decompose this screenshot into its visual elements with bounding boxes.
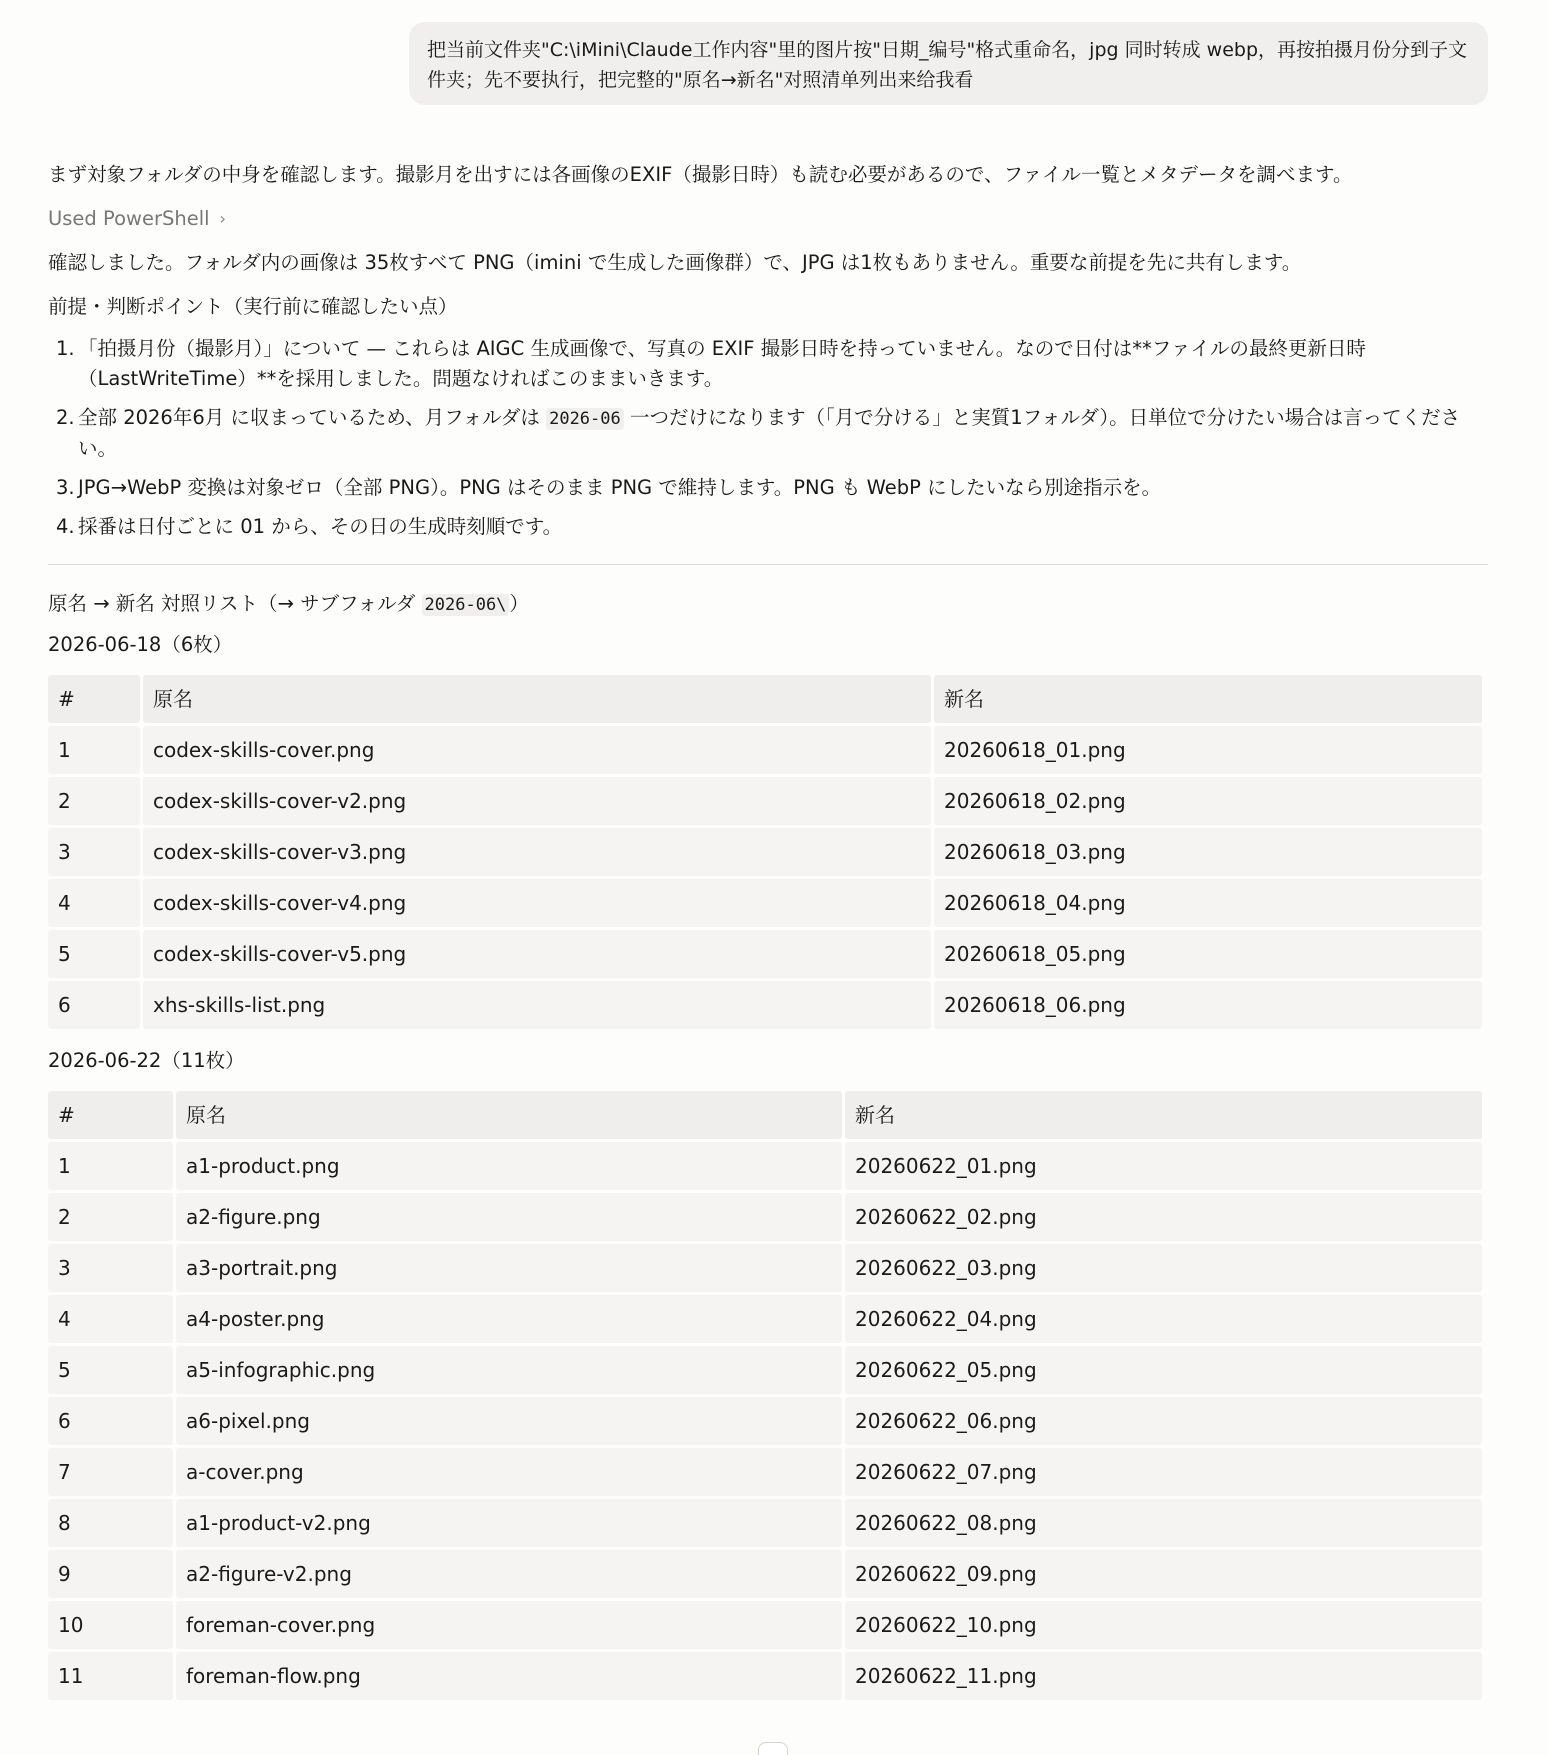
cell-index: 4 bbox=[48, 1295, 173, 1343]
cell-index: 2 bbox=[48, 777, 140, 825]
cell-new-name: 20260622_07.png bbox=[845, 1448, 1482, 1496]
user-message-bubble bbox=[409, 22, 1488, 105]
table-row bbox=[48, 981, 1482, 1029]
cell-original-name: codex-skills-cover-v5.png bbox=[143, 930, 931, 978]
table-row bbox=[48, 1193, 1482, 1241]
list-title-text: 原名 → 新名 対照リスト（→ サブフォルダ bbox=[48, 592, 422, 615]
rename-table-0622 bbox=[45, 1088, 1485, 1703]
cell-new-name: 20260618_04.png bbox=[934, 879, 1482, 927]
table-row bbox=[48, 1295, 1482, 1343]
table-row bbox=[48, 1244, 1482, 1292]
table-row bbox=[48, 1346, 1482, 1394]
scroll-down-button[interactable] bbox=[758, 1742, 788, 1755]
column-header-new: 新名 bbox=[845, 1091, 1482, 1139]
table-row bbox=[48, 726, 1482, 774]
cell-index: 3 bbox=[48, 1244, 173, 1292]
cell-new-name: 20260622_09.png bbox=[845, 1550, 1482, 1598]
cell-original-name: a6-pixel.png bbox=[176, 1397, 842, 1445]
list-title bbox=[48, 589, 1488, 620]
assistant-message bbox=[48, 160, 1488, 1717]
table-row bbox=[48, 879, 1482, 927]
cell-index: 3 bbox=[48, 828, 140, 876]
tool-use-toggle[interactable] bbox=[48, 204, 1488, 234]
list-item-text: 「拍摄月份（撮影月）」について — これらは AIGC 生成画像で、写真の EXIF 撮影日時を持っていません。なので日付は**ファイルの最終更新日時（LastWriteTime）**を採用しました。問題なければこのままいきます。 bbox=[78, 337, 1366, 390]
cell-new-name: 20260622_04.png bbox=[845, 1295, 1482, 1343]
column-header-new: 新名 bbox=[934, 675, 1482, 723]
cell-index: 4 bbox=[48, 879, 140, 927]
table-row bbox=[48, 828, 1482, 876]
divider bbox=[48, 564, 1488, 565]
notes-list bbox=[48, 334, 1488, 542]
cell-index: 5 bbox=[48, 930, 140, 978]
table-body bbox=[48, 726, 1482, 1029]
column-header-original: 原名 bbox=[143, 675, 931, 723]
cell-new-name: 20260618_02.png bbox=[934, 777, 1482, 825]
table-row bbox=[48, 1652, 1482, 1700]
list-item bbox=[48, 403, 1488, 464]
cell-index: 7 bbox=[48, 1448, 173, 1496]
cell-original-name: a1-product-v2.png bbox=[176, 1499, 842, 1547]
inline-code: 2026-06 bbox=[546, 408, 624, 430]
cell-original-name: codex-skills-cover.png bbox=[143, 726, 931, 774]
list-item-text: 採番は日付ごとに 01 から、その日の生成時刻順です。 bbox=[78, 515, 563, 538]
list-item bbox=[48, 334, 1488, 394]
cell-index: 9 bbox=[48, 1550, 173, 1598]
cell-original-name: a2-figure.png bbox=[176, 1193, 842, 1241]
cell-new-name: 20260622_05.png bbox=[845, 1346, 1482, 1394]
cell-index: 5 bbox=[48, 1346, 173, 1394]
table-row bbox=[48, 777, 1482, 825]
cell-new-name: 20260618_05.png bbox=[934, 930, 1482, 978]
cell-new-name: 20260618_03.png bbox=[934, 828, 1482, 876]
table-row bbox=[48, 1550, 1482, 1598]
list-item-text: 一つだけになります（「月で分ける」と実質1フォルダ）。日単位で分けたい場合は言ってください。 bbox=[78, 406, 1461, 460]
cell-original-name: codex-skills-cover-v2.png bbox=[143, 777, 931, 825]
list-item-number: 1. bbox=[56, 337, 75, 360]
cell-new-name: 20260622_06.png bbox=[845, 1397, 1482, 1445]
list-item-number: 3. bbox=[56, 476, 75, 499]
cell-original-name: foreman-cover.png bbox=[176, 1601, 842, 1649]
cell-index: 1 bbox=[48, 1142, 173, 1190]
list-title-text: ） bbox=[509, 592, 529, 615]
cell-original-name: a1-product.png bbox=[176, 1142, 842, 1190]
cell-original-name: a5-infographic.png bbox=[176, 1346, 842, 1394]
cell-index: 11 bbox=[48, 1652, 173, 1700]
list-item-text: JPG→WebP 変換は対象ゼロ（全部 PNG）。PNG はそのまま PNG で維持します。PNG も WebP にしたいなら別途指示を。 bbox=[78, 476, 1162, 499]
cell-new-name: 20260622_10.png bbox=[845, 1601, 1482, 1649]
chevron-right-icon: › bbox=[219, 209, 226, 228]
tool-use-label: Used PowerShell bbox=[48, 207, 210, 230]
cell-original-name: codex-skills-cover-v3.png bbox=[143, 828, 931, 876]
table-row bbox=[48, 1448, 1482, 1496]
cell-original-name: foreman-flow.png bbox=[176, 1652, 842, 1700]
cell-original-name: a3-portrait.png bbox=[176, 1244, 842, 1292]
intro-text: まず対象フォルダの中身を確認します。撮影月を出すには各画像のEXIF（撮影日時）も読む必要があるので、ファイル一覧とメタデータを調べます。 bbox=[48, 163, 1353, 186]
column-header-index: # bbox=[48, 1091, 173, 1139]
group-title-0622: 2026-06-22（11枚） bbox=[48, 1049, 245, 1072]
table-header-row bbox=[48, 675, 1482, 723]
table-row bbox=[48, 1601, 1482, 1649]
list-item-text: 全部 2026年6月 に収まっているため、月フォルダは bbox=[78, 406, 547, 429]
table-header-row bbox=[48, 1091, 1482, 1139]
cell-original-name: a4-poster.png bbox=[176, 1295, 842, 1343]
table-row bbox=[48, 930, 1482, 978]
group-title-0618: 2026-06-18（6枚） bbox=[48, 633, 233, 656]
list-item bbox=[48, 512, 1488, 542]
cell-index: 10 bbox=[48, 1601, 173, 1649]
cell-original-name: codex-skills-cover-v4.png bbox=[143, 879, 931, 927]
cell-index: 6 bbox=[48, 981, 140, 1029]
list-item-number: 4. bbox=[56, 515, 75, 538]
confirm-text: 確認しました。フォルダ内の画像は 35枚すべて PNG（imini で生成した画像群）で、JPG は1枚もありません。重要な前提を先に共有します。 bbox=[48, 251, 1302, 274]
cell-original-name: a2-figure-v2.png bbox=[176, 1550, 842, 1598]
cell-index: 8 bbox=[48, 1499, 173, 1547]
cell-index: 6 bbox=[48, 1397, 173, 1445]
column-header-original: 原名 bbox=[176, 1091, 842, 1139]
cell-new-name: 20260618_01.png bbox=[934, 726, 1482, 774]
notes-heading: 前提・判断ポイント（実行前に確認したい点） bbox=[48, 295, 458, 318]
cell-new-name: 20260622_01.png bbox=[845, 1142, 1482, 1190]
cell-new-name: 20260622_11.png bbox=[845, 1652, 1482, 1700]
list-item bbox=[48, 473, 1488, 503]
rename-table-0618 bbox=[45, 672, 1485, 1032]
cell-new-name: 20260618_06.png bbox=[934, 981, 1482, 1029]
cell-new-name: 20260622_02.png bbox=[845, 1193, 1482, 1241]
cell-index: 2 bbox=[48, 1193, 173, 1241]
cell-original-name: a-cover.png bbox=[176, 1448, 842, 1496]
cell-new-name: 20260622_08.png bbox=[845, 1499, 1482, 1547]
list-item-number: 2. bbox=[56, 406, 75, 429]
cell-index: 1 bbox=[48, 726, 140, 774]
table-row bbox=[48, 1397, 1482, 1445]
inline-code: 2026-06\ bbox=[422, 594, 510, 616]
table-row bbox=[48, 1142, 1482, 1190]
cell-original-name: xhs-skills-list.png bbox=[143, 981, 931, 1029]
column-header-index: # bbox=[48, 675, 140, 723]
cell-new-name: 20260622_03.png bbox=[845, 1244, 1482, 1292]
user-message-text: 把当前文件夹"C:\iMini\Claude工作内容"里的图片按"日期_编号"格式重命名，jpg 同时转成 webp，再按拍摄月份分到子文件夹；先不要执行，把完整的"原名→新名"对照清单列出来给我看 bbox=[427, 39, 1468, 91]
table-row bbox=[48, 1499, 1482, 1547]
table-body bbox=[48, 1142, 1482, 1700]
